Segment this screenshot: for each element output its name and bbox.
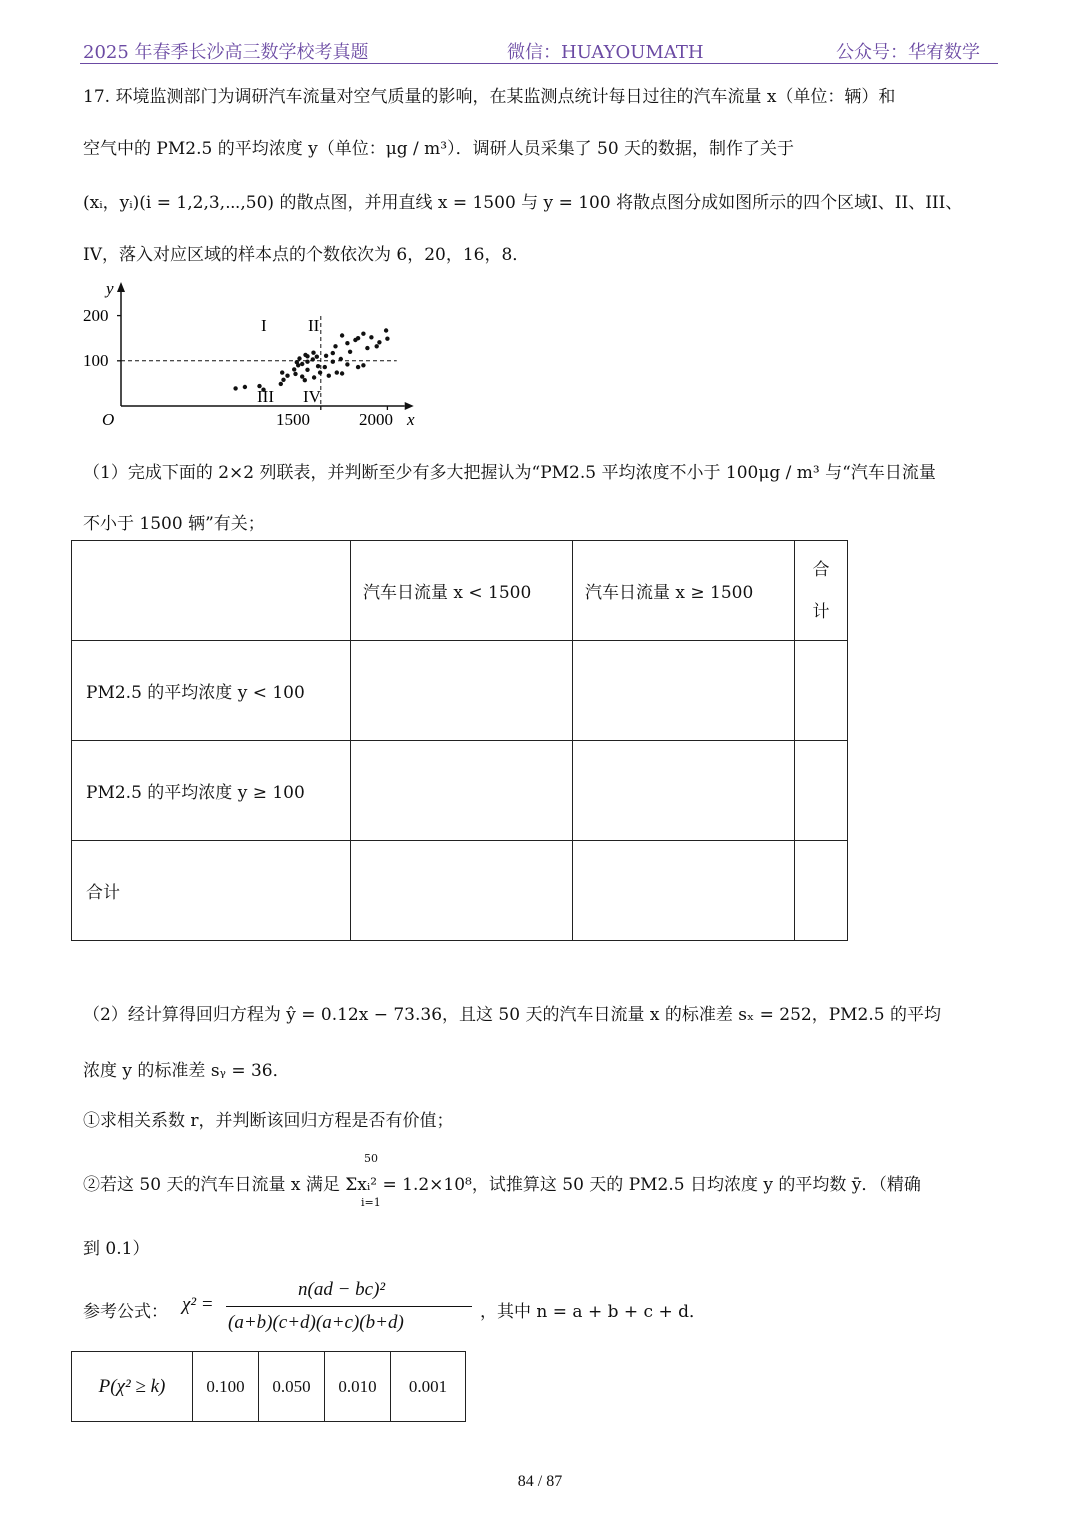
y-tick-label: 200 [83,306,109,325]
x-axis-label: x [407,410,415,429]
scatter-point [233,386,237,390]
table-cell[interactable] [573,841,795,941]
scatter-point [318,370,322,374]
scatter-point [348,350,352,354]
scatter-point [333,344,337,348]
x-tick-label: 1500 [276,410,310,429]
plot-points [233,328,389,392]
table-cell[interactable] [351,841,573,941]
problem-line-3: (xᵢ，yᵢ)(i = 1,2,3,⋯,50) 的散点图，并用直线 x = 1500 与 y = 100 将散点图分成如图所示的四个区域I、II、III、 [83,193,963,213]
part1-line-2: 不小于 1500 辆”有关； [83,514,265,534]
scatter-point [384,328,388,332]
region-label-III: III [257,387,274,406]
table-cell[interactable] [351,741,573,841]
part2-line-2: 浓度 y 的标准差 sᵧ = 36． [83,1061,290,1081]
table-row-header: 合计 [72,841,351,941]
header-title: 2025 年春季长沙高三数学校考真题 [83,42,369,63]
sum-upper-limit: 50 [364,1152,378,1165]
x-axis-arrow [405,402,414,410]
scatter-point [335,370,339,374]
problem-line-1: 17. 环境监测部门为调研汽车流量对空气质量的影响，在某监测点统计每日过往的汽车流量 x（单位：辆）和 [83,87,896,107]
header-wechat: 微信：HUAYOUMATH [507,42,704,63]
table-cell[interactable] [795,641,848,741]
scatter-point [361,332,365,336]
part2-line-1: （2）经计算得回归方程为 ŷ = 0.12x − 73.36，且这 50 天的汽车日流量 x 的标准差 sₓ = 252，PM2.5 的平均 [83,1005,941,1025]
scatter-point [305,368,309,372]
formula-lhs: χ² = [182,1294,214,1315]
scatter-point [243,385,247,389]
region-label-IV: IV [303,387,321,406]
scatter-point [316,364,320,368]
scatter-point [385,337,389,341]
total-header-char: 计 [812,601,830,622]
scatter-point [356,336,360,340]
scatter-point [303,353,307,357]
table-cell[interactable] [573,641,795,741]
region-label-II: II [308,316,320,335]
total-header-char: 合 [812,559,830,580]
table-cell[interactable] [795,741,848,841]
scatter-point [295,360,299,364]
table-cell[interactable] [351,641,573,741]
scatter-point [285,374,289,378]
scatter-point [369,335,373,339]
y-axis-arrow [117,282,125,292]
scatter-point [331,360,335,364]
x-tick-label: 2000 [359,410,393,429]
formula-tail: ，其中 n = a + b + c + d． [480,1302,706,1322]
origin-label: O [102,410,115,429]
scatter-point [324,354,328,358]
p-table-value: 0.050 [259,1352,325,1422]
formula-numerator: n(ad − bc)² [298,1279,386,1300]
p-table-value: 0.100 [193,1352,259,1422]
scatter-point [293,372,297,376]
scatter-point [345,341,349,345]
scatter-point [297,356,301,360]
header-account: 公众号：华宥数学 [836,42,980,63]
table-cell[interactable] [573,741,795,841]
problem-line-2: 空气中的 PM2.5 的平均浓度 y（单位：μg / m³）．调研人员采集了 50 天的数据，制作了关于 [83,139,795,159]
scatter-point [331,351,335,355]
scatter-point [323,365,327,369]
p-value-table [71,1351,466,1422]
table-corner-cell [72,541,351,641]
scatter-point [365,346,369,350]
y-axis-label: y [106,279,114,298]
scatter-point [312,375,316,379]
scatter-point [305,360,309,364]
table-col-header-total [795,541,848,641]
part2-question-2: ②若这 50 天的汽车日流量 x 满足 Σxᵢ² = 1.2×10⁸，试推算这 50 天的 PM2.5 日均浓度 y 的平均数 ȳ．（精确 [83,1175,921,1195]
scatter-point [280,370,284,374]
formula-label: 参考公式： [83,1302,168,1322]
scatter-point [375,344,379,348]
p-table-value: 0.001 [391,1352,466,1422]
scatter-point [300,362,304,366]
scatter-point [311,351,315,355]
table-row-header: PM2.5 的平均浓度 y ≥ 100 [72,741,351,841]
problem-line-4: IV，落入对应区域的样本点的个数依次为 6，20，16，8． [83,245,530,265]
scatter-point [361,363,365,367]
formula-denominator: (a+b)(c+d)(a+c)(b+d) [228,1312,404,1333]
table-col-header: 汽车日流量 x ≥ 1500 [573,541,795,641]
scatter-plot [80,278,425,430]
contingency-table [71,540,848,941]
part2-question-2-cont: 到 0.1） [83,1239,150,1259]
y-tick-label: 100 [83,351,109,370]
scatter-point [279,382,283,386]
p-table-label: P(χ² ≥ k) [72,1352,193,1422]
scatter-point [303,378,307,382]
region-label-I: I [261,316,267,335]
header-rule [80,63,998,64]
scatter-point [315,355,319,359]
part2-question-1: ①求相关系数 r，并判断该回归方程是否有价值； [83,1111,454,1131]
scatter-point [311,357,315,361]
table-row-header: PM2.5 的平均浓度 y < 100 [72,641,351,741]
p-table-value: 0.010 [325,1352,391,1422]
scatter-point [292,367,296,371]
scatter-point [345,362,349,366]
scatter-point [377,340,381,344]
table-col-header: 汽车日流量 x < 1500 [351,541,573,641]
scatter-point [340,371,344,375]
part1-line-1: （1）完成下面的 2×2 列联表，并判断至少有多大把握认为“PM2.5 平均浓度不小于 100μg / m³ 与“汽车日流量 [83,463,936,483]
sum-lower-limit: i=1 [361,1196,381,1209]
page-number: 84 / 87 [517,1473,563,1490]
scatter-point [356,365,360,369]
scatter-point [339,357,343,361]
table-cell[interactable] [795,841,848,941]
scatter-point [300,374,304,378]
scatter-point [281,378,285,382]
scatter-point [327,374,331,378]
fraction-bar [226,1306,472,1307]
scatter-point [340,333,344,337]
